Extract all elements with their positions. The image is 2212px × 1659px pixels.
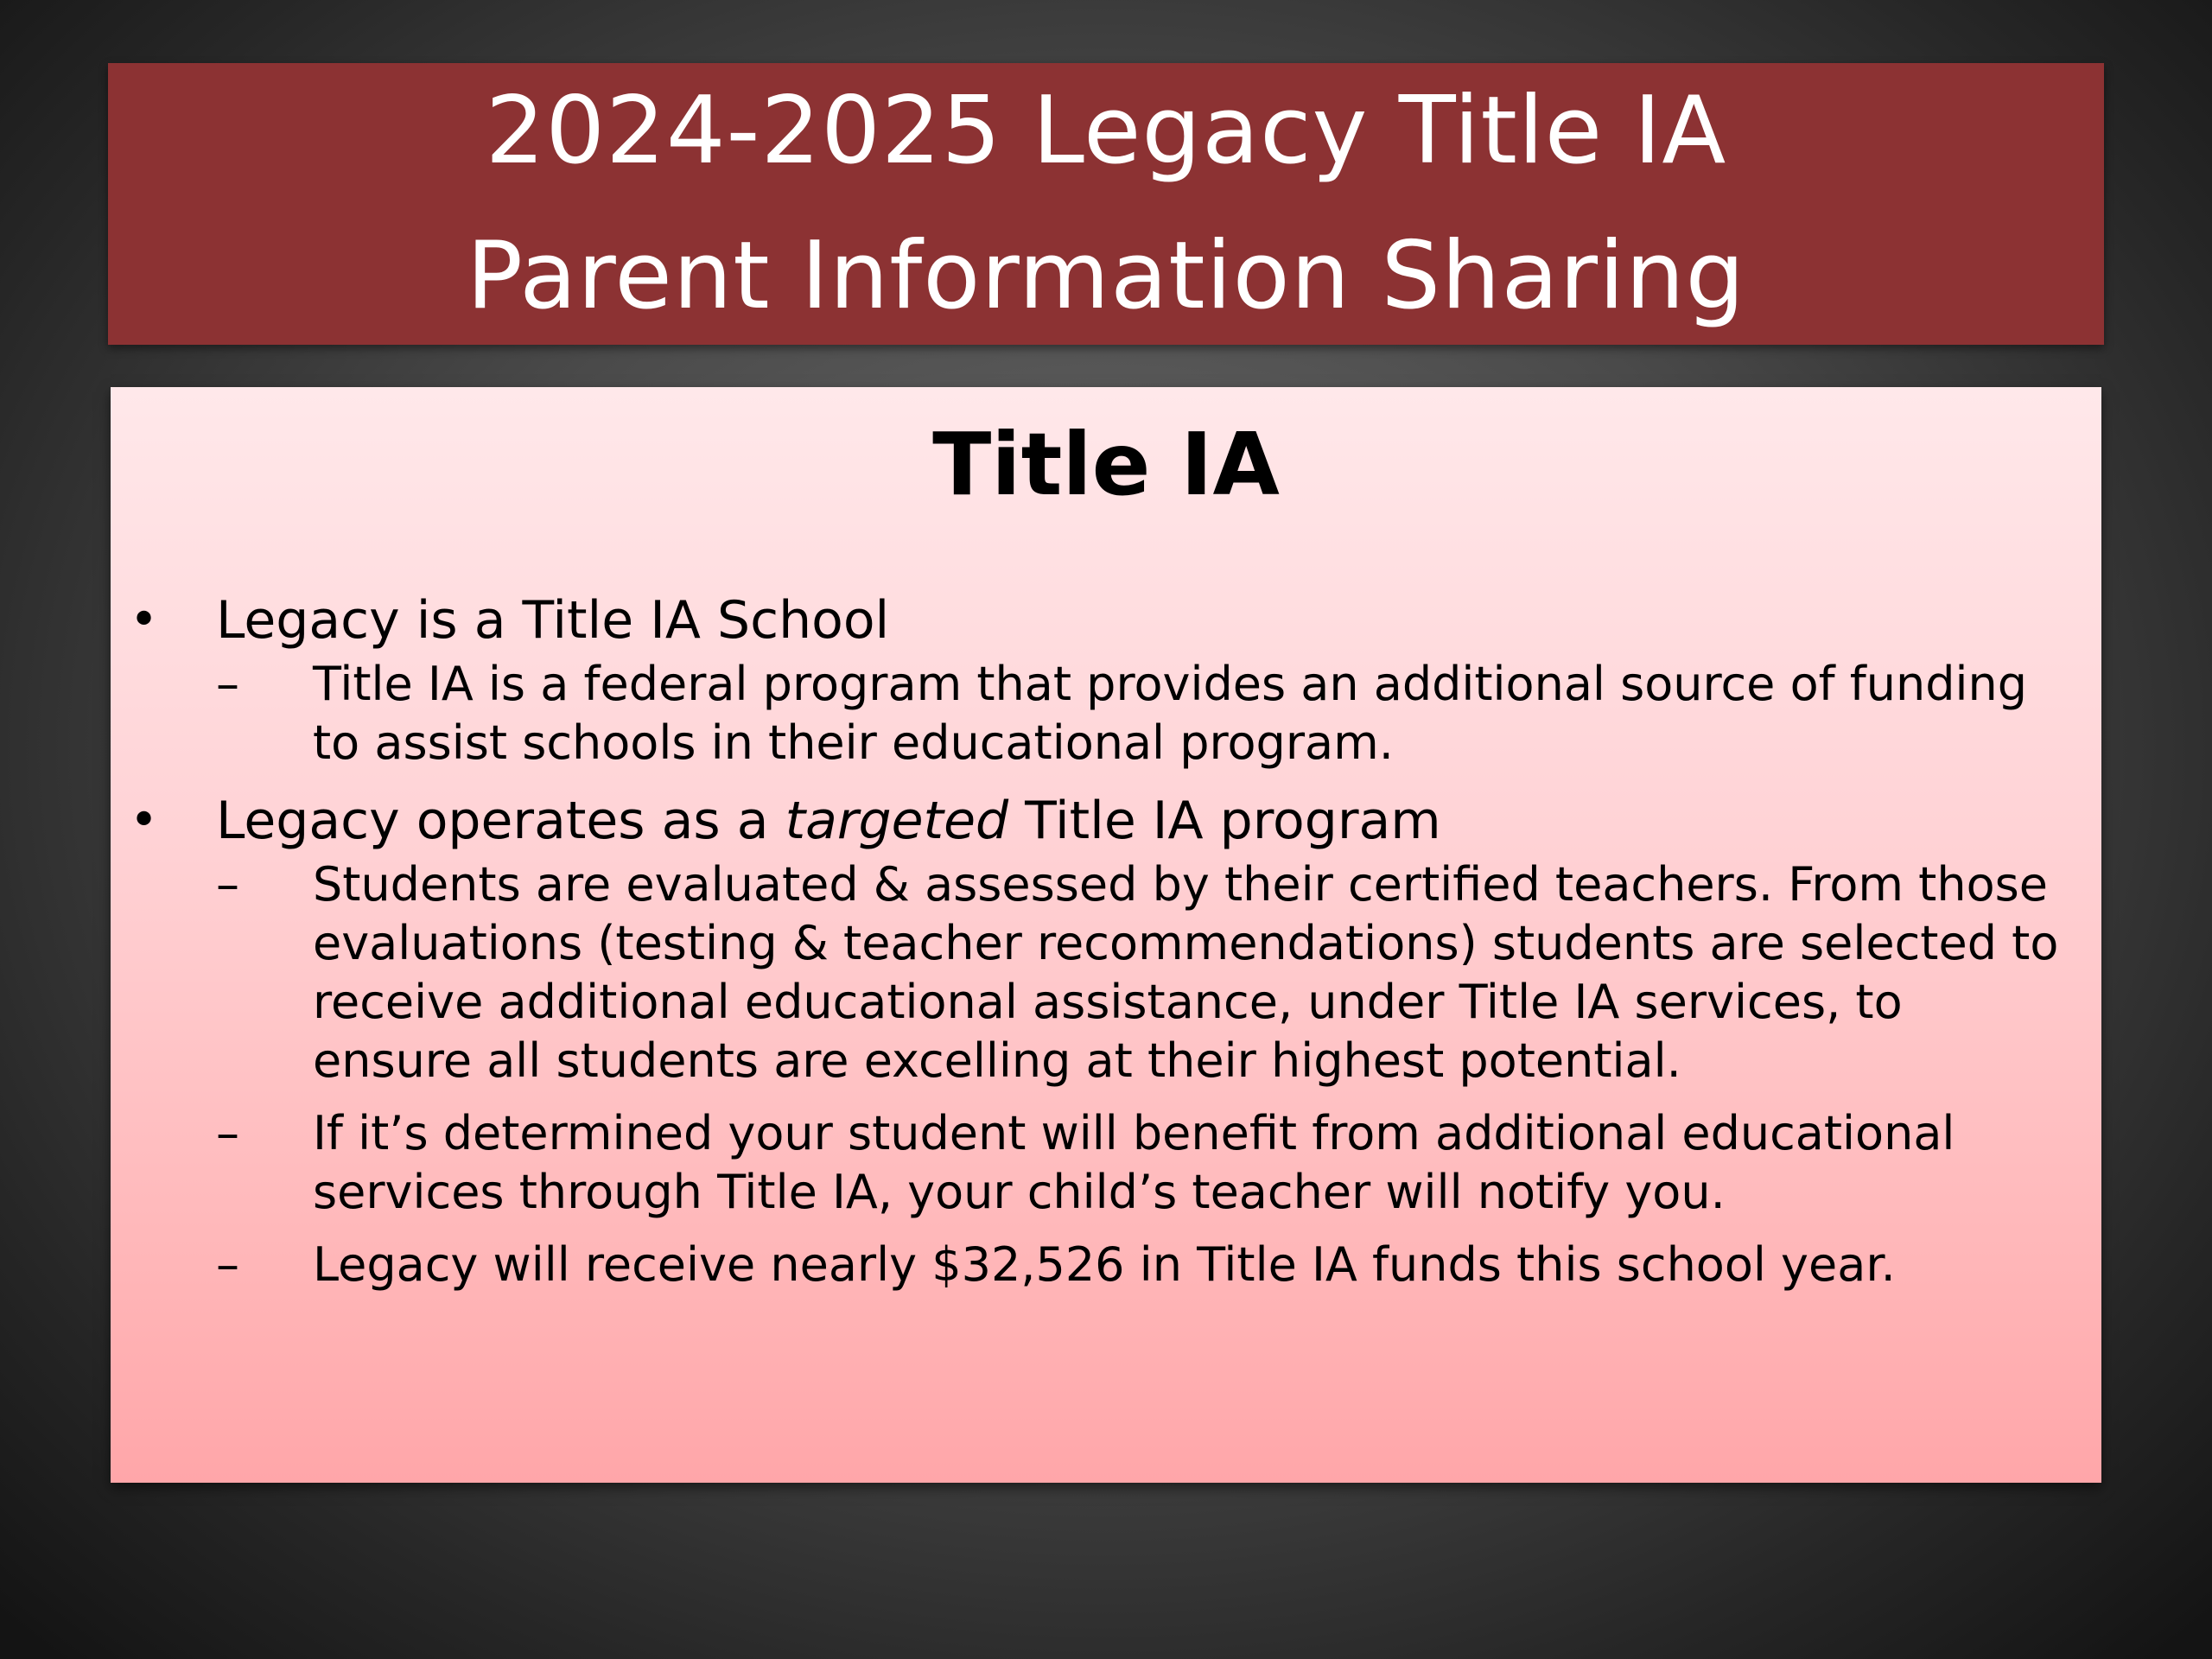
bullet-marker: • (130, 792, 159, 849)
sub-marker: – (216, 1237, 239, 1292)
bullet-text-before: Legacy operates as a (216, 791, 785, 851)
sub-item-text: Students are evaluated & assessed by their certified teachers. From those evaluations (testing & teacher recommendations) students are selected to receive additional educational assistance, under Title IA services, to ensure all students are excelling at their highest potential. (313, 857, 2059, 1088)
title-line-2: Parent Information Sharing (466, 222, 1746, 330)
sub-list (216, 855, 2101, 1294)
bullet-list (111, 588, 2101, 1308)
sub-marker: – (216, 857, 239, 912)
bullet-item-title-ia-school (111, 588, 2101, 772)
bullet-text-after: Title IA program (1008, 791, 1441, 851)
sub-item-text: If it’s determined your student will benefit from additional educational services through Title IA, your child’s teacher will notify you. (313, 1106, 1955, 1219)
sub-item-notification (216, 1104, 2101, 1222)
bullet-marker: • (130, 592, 159, 648)
content-box (111, 387, 2101, 1483)
sub-item-evaluation (216, 855, 2101, 1090)
sub-marker: – (216, 657, 239, 711)
sub-item-text: Legacy will receive nearly $32,526 in Title IA funds this school year. (313, 1237, 1896, 1292)
title-line-1: 2024-2025 Legacy Title IA (485, 77, 1727, 185)
sub-item-text: Title IA is a federal program that provides an additional source of funding to assist schools in their educational program. (313, 657, 2028, 770)
bullet-item-targeted-program (111, 788, 2101, 1294)
title-banner (108, 63, 2104, 345)
bullet-text: Legacy is a Title IA School (216, 590, 890, 651)
sub-list (216, 655, 2101, 772)
sub-item-funding-amount (216, 1236, 2101, 1294)
bullet-text-emphasis: targeted (785, 791, 1009, 851)
sub-item-federal-program (216, 655, 2101, 772)
sub-marker: – (216, 1106, 239, 1160)
section-heading: Title IA (932, 414, 1280, 515)
